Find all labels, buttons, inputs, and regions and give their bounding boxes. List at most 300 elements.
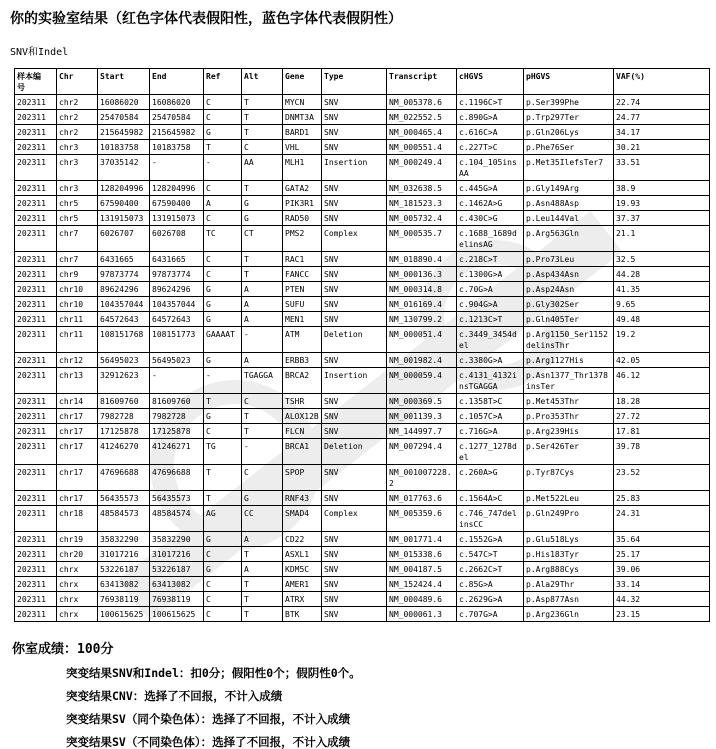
cell-vaf_percent: 22.74 [614, 95, 710, 110]
cell-chr: chr10 [57, 282, 98, 297]
cell-alt: T [242, 252, 283, 267]
cell-alt: T [242, 267, 283, 282]
cell-gene: GATA2 [283, 181, 322, 196]
cell-type: Deletion [322, 439, 387, 465]
cell-ref: C [204, 424, 242, 439]
cell-alt: CT [242, 226, 283, 252]
cell-vaf_percent: 42.05 [614, 353, 710, 368]
cell-type: SNV [322, 353, 387, 368]
cell-start: 67590400 [98, 196, 150, 211]
cell-phgvs: p.Asp24Asn [524, 282, 614, 297]
cell-vaf_percent: 49.48 [614, 312, 710, 327]
cell-chgvs: c.1213C>T [457, 312, 524, 327]
cell-gene: CD22 [283, 532, 322, 547]
cell-alt: A [242, 297, 283, 312]
cell-gene: RAC1 [283, 252, 322, 267]
cell-ref: - [204, 368, 242, 394]
cell-alt: T [242, 424, 283, 439]
cell-transcript: NM_004187.5 [387, 562, 457, 577]
cell-gene: ALOX12B [283, 409, 322, 424]
cell-chgvs: c.260A>G [457, 465, 524, 491]
cell-start: 48584573 [98, 506, 150, 532]
cell-start: 10183758 [98, 140, 150, 155]
cell-transcript: NM_000551.4 [387, 140, 457, 155]
cell-vaf_percent: 27.72 [614, 409, 710, 424]
column-header-vaf_percent: VAF(%) [614, 69, 710, 95]
cell-end: 56435573 [150, 491, 204, 506]
cell-phgvs: p.Asn488Asp [524, 196, 614, 211]
summary-section [10, 638, 708, 749]
cell-vaf_percent: 9.65 [614, 297, 710, 312]
table-row [15, 532, 710, 547]
cell-phgvs: p.Met522Leu [524, 491, 614, 506]
table-row [15, 394, 710, 409]
table-row [15, 155, 710, 181]
cell-chgvs: c.4131_4132insTGAGGA [457, 368, 524, 394]
cell-vaf_percent: 19.2 [614, 327, 710, 353]
cell-gene: ERBB3 [283, 353, 322, 368]
cell-ref: GAAAAT [204, 327, 242, 353]
cell-start: 16086020 [98, 95, 150, 110]
cell-end: 131915073 [150, 211, 204, 226]
cell-start: 37035142 [98, 155, 150, 181]
cell-end: 81609760 [150, 394, 204, 409]
cell-alt: T [242, 577, 283, 592]
table-row [15, 491, 710, 506]
cell-sample_id: 202311 [15, 424, 57, 439]
cell-alt: T [242, 181, 283, 196]
cell-chr: chr3 [57, 155, 98, 181]
cell-chr: chrx [57, 592, 98, 607]
cell-chr: chr11 [57, 312, 98, 327]
cell-type: SNV [322, 282, 387, 297]
cell-sample_id: 202311 [15, 211, 57, 226]
cell-vaf_percent: 30.21 [614, 140, 710, 155]
cell-chr: chr5 [57, 196, 98, 211]
cell-phgvs: p.Pro353Thr [524, 409, 614, 424]
cell-end: 47696688 [150, 465, 204, 491]
cell-type: SNV [322, 267, 387, 282]
cell-gene: PIK3R1 [283, 196, 322, 211]
cell-transcript: NM_005359.6 [387, 506, 457, 532]
cell-chgvs: c.218C>T [457, 252, 524, 267]
cell-gene: AMER1 [283, 577, 322, 592]
cell-transcript: NM_001982.4 [387, 353, 457, 368]
cell-ref: G [204, 409, 242, 424]
cell-chgvs: c.3380G>A [457, 353, 524, 368]
cell-end: 25470584 [150, 110, 204, 125]
table-row [15, 140, 710, 155]
cell-chgvs: c.1300G>A [457, 267, 524, 282]
cell-sample_id: 202311 [15, 327, 57, 353]
table-row [15, 196, 710, 211]
cell-type: SNV [322, 547, 387, 562]
cell-ref: TC [204, 226, 242, 252]
cell-start: 31017216 [98, 547, 150, 562]
cell-sample_id: 202311 [15, 577, 57, 592]
cell-sample_id: 202311 [15, 181, 57, 196]
cell-chr: chr17 [57, 465, 98, 491]
table-row [15, 424, 710, 439]
cell-phgvs: p.Arg1127His [524, 353, 614, 368]
cell-chr: chr5 [57, 211, 98, 226]
cell-phgvs: p.Gln405Ter [524, 312, 614, 327]
cell-transcript: NM_144997.7 [387, 424, 457, 439]
cell-alt: - [242, 439, 283, 465]
cell-type: SNV [322, 312, 387, 327]
cell-phgvs: p.Phe76Ser [524, 140, 614, 155]
cell-gene: ATM [283, 327, 322, 353]
cell-ref: G [204, 125, 242, 140]
cell-vaf_percent: 35.64 [614, 532, 710, 547]
cell-chr: chrx [57, 562, 98, 577]
cell-sample_id: 202311 [15, 465, 57, 491]
cell-chr: chr13 [57, 368, 98, 394]
cell-end: 128204996 [150, 181, 204, 196]
table-row [15, 547, 710, 562]
cell-transcript: NM_005732.4 [387, 211, 457, 226]
table-row [15, 327, 710, 353]
cell-phgvs: p.Gln206Lys [524, 125, 614, 140]
cell-start: 41246270 [98, 439, 150, 465]
cell-end: 108151773 [150, 327, 204, 353]
column-header-type: Type [322, 69, 387, 95]
cell-type: SNV [322, 491, 387, 506]
cell-vaf_percent: 25.17 [614, 547, 710, 562]
cell-gene: PMS2 [283, 226, 322, 252]
cell-gene: DNMT3A [283, 110, 322, 125]
cell-vaf_percent: 39.06 [614, 562, 710, 577]
cell-end: 64572643 [150, 312, 204, 327]
cell-ref: C [204, 110, 242, 125]
cell-alt: CC [242, 506, 283, 532]
cell-chgvs: c.547C>T [457, 547, 524, 562]
cell-phgvs: p.Tyr87Cys [524, 465, 614, 491]
cell-sample_id: 202311 [15, 155, 57, 181]
cell-chr: chr18 [57, 506, 98, 532]
cell-ref: C [204, 252, 242, 267]
cell-end: 41246271 [150, 439, 204, 465]
cell-ref: T [204, 491, 242, 506]
cell-chr: chr14 [57, 394, 98, 409]
cell-chgvs: c.2629G>A [457, 592, 524, 607]
cell-type: SNV [322, 297, 387, 312]
column-header-ref: Ref [204, 69, 242, 95]
cell-transcript: NM_007294.4 [387, 439, 457, 465]
cell-phgvs: p.Gly302Ser [524, 297, 614, 312]
cell-chr: chr3 [57, 140, 98, 155]
cell-chr: chr17 [57, 424, 98, 439]
cell-type: SNV [322, 196, 387, 211]
cell-vaf_percent: 24.77 [614, 110, 710, 125]
cell-alt: T [242, 95, 283, 110]
cell-alt: AA [242, 155, 283, 181]
table-row [15, 125, 710, 140]
cell-chgvs: c.1688_1689delinsAG [457, 226, 524, 252]
cell-alt: A [242, 353, 283, 368]
cell-type: SNV [322, 607, 387, 622]
cell-chr: chr17 [57, 439, 98, 465]
cell-ref: C [204, 211, 242, 226]
cell-chgvs: c.746_747delinsCC [457, 506, 524, 532]
table-row [15, 465, 710, 491]
cell-end: 215645982 [150, 125, 204, 140]
table-row [15, 297, 710, 312]
summary-detail-snv-indel: 突变结果SNV和Indel：扣0分；假阳性0个；假阴性0个。 [66, 666, 361, 680]
cell-vaf_percent: 44.28 [614, 267, 710, 282]
cell-vaf_percent: 18.28 [614, 394, 710, 409]
cell-phgvs: p.Ser399Phe [524, 95, 614, 110]
cell-vaf_percent: 17.81 [614, 424, 710, 439]
cell-start: 81609760 [98, 394, 150, 409]
cell-gene: VHL [283, 140, 322, 155]
cell-chr: chrx [57, 577, 98, 592]
cell-phgvs: p.Met35IlefsTer7 [524, 155, 614, 181]
cell-transcript: NM_000061.3 [387, 607, 457, 622]
cell-phgvs: p.His183Tyr [524, 547, 614, 562]
cell-gene: BARD1 [283, 125, 322, 140]
cell-phgvs: p.Arg1150_Ser1152delinsThr [524, 327, 614, 353]
cell-end: 17125878 [150, 424, 204, 439]
cell-type: SNV [322, 140, 387, 155]
cell-transcript: NM_000465.4 [387, 125, 457, 140]
cell-chr: chr12 [57, 353, 98, 368]
cell-alt: T [242, 409, 283, 424]
cell-start: 6026707 [98, 226, 150, 252]
variant-table [14, 68, 710, 622]
cell-end: 56495023 [150, 353, 204, 368]
cell-type: SNV [322, 252, 387, 267]
cell-chgvs: c.616C>A [457, 125, 524, 140]
cell-start: 131915073 [98, 211, 150, 226]
cell-transcript: NM_000059.4 [387, 368, 457, 394]
cell-type: SNV [322, 424, 387, 439]
cell-chgvs: c.227T>C [457, 140, 524, 155]
cell-end: 16086020 [150, 95, 204, 110]
cell-alt: C [242, 140, 283, 155]
cell-gene: KDM5C [283, 562, 322, 577]
cell-chgvs: c.70G>A [457, 282, 524, 297]
cell-alt: C [242, 465, 283, 491]
cell-vaf_percent: 38.9 [614, 181, 710, 196]
cell-sample_id: 202311 [15, 312, 57, 327]
column-header-start: Start [98, 69, 150, 95]
column-header-end: End [150, 69, 204, 95]
cell-alt: T [242, 125, 283, 140]
cell-start: 100615625 [98, 607, 150, 622]
cell-chgvs: c.445G>A [457, 181, 524, 196]
cell-chgvs: c.904G>A [457, 297, 524, 312]
cell-start: 17125878 [98, 424, 150, 439]
cell-vaf_percent: 25.83 [614, 491, 710, 506]
table-header-row [15, 69, 710, 95]
cell-start: 215645982 [98, 125, 150, 140]
column-header-chgvs: cHGVS [457, 69, 524, 95]
cell-transcript: NM_000489.6 [387, 592, 457, 607]
table-row [15, 211, 710, 226]
cell-transcript: NM_181523.3 [387, 196, 457, 211]
cell-alt: T [242, 607, 283, 622]
cell-end: 31017216 [150, 547, 204, 562]
cell-ref: C [204, 95, 242, 110]
cell-chr: chr7 [57, 252, 98, 267]
cell-ref: G [204, 282, 242, 297]
cell-ref: T [204, 140, 242, 155]
cell-sample_id: 202311 [15, 196, 57, 211]
cell-gene: BRCA1 [283, 439, 322, 465]
cell-sample_id: 202311 [15, 532, 57, 547]
cell-type: Deletion [322, 327, 387, 353]
cell-chgvs: c.1057C>A [457, 409, 524, 424]
cell-gene: SMAD4 [283, 506, 322, 532]
cell-ref: T [204, 465, 242, 491]
cell-ref: C [204, 547, 242, 562]
cell-transcript: NM_000051.4 [387, 327, 457, 353]
cell-sample_id: 202311 [15, 125, 57, 140]
table-row [15, 577, 710, 592]
cell-phgvs: p.Arg888Cys [524, 562, 614, 577]
cell-sample_id: 202311 [15, 562, 57, 577]
cell-chr: chr2 [57, 95, 98, 110]
cell-chgvs: c.85G>A [457, 577, 524, 592]
cell-type: Complex [322, 506, 387, 532]
cell-vaf_percent: 19.93 [614, 196, 710, 211]
cell-gene: RNF43 [283, 491, 322, 506]
cell-gene: TSHR [283, 394, 322, 409]
cell-start: 128204996 [98, 181, 150, 196]
cell-start: 56495023 [98, 353, 150, 368]
cell-gene: FANCC [283, 267, 322, 282]
cell-phgvs: p.Arg563Gln [524, 226, 614, 252]
cell-end: - [150, 155, 204, 181]
table-row [15, 368, 710, 394]
summary-detail-sv-same-chromosome: 突变结果SV（同个染色体）：选择了不回报，不计入成绩 [66, 712, 351, 726]
cell-transcript: NM_000249.4 [387, 155, 457, 181]
cell-sample_id: 202311 [15, 110, 57, 125]
cell-end: 10183758 [150, 140, 204, 155]
cell-chr: chr11 [57, 327, 98, 353]
cell-end: 53226187 [150, 562, 204, 577]
cell-start: 7982728 [98, 409, 150, 424]
cell-vaf_percent: 39.78 [614, 439, 710, 465]
cell-sample_id: 202311 [15, 353, 57, 368]
cell-transcript: NM_152424.4 [387, 577, 457, 592]
cell-start: 25470584 [98, 110, 150, 125]
cell-vaf_percent: 23.52 [614, 465, 710, 491]
table-body [15, 95, 710, 622]
cell-vaf_percent: 33.51 [614, 155, 710, 181]
cell-chgvs: c.1358T>C [457, 394, 524, 409]
section-label-snv-indel: SNV和Indel [10, 47, 69, 58]
cell-end: 6431665 [150, 252, 204, 267]
cell-sample_id: 202311 [15, 368, 57, 394]
cell-sample_id: 202311 [15, 252, 57, 267]
cell-transcript: NM_032638.5 [387, 181, 457, 196]
column-header-sample_id: 样本编号 [15, 69, 57, 95]
cell-transcript: NM_005378.6 [387, 95, 457, 110]
cell-chgvs: c.707G>A [457, 607, 524, 622]
cell-vaf_percent: 41.35 [614, 282, 710, 297]
cell-end: 67590400 [150, 196, 204, 211]
cell-vaf_percent: 44.32 [614, 592, 710, 607]
table-row [15, 353, 710, 368]
cell-type: SNV [322, 465, 387, 491]
cell-gene: FLCN [283, 424, 322, 439]
cell-chr: chr3 [57, 181, 98, 196]
cell-chgvs: c.1552G>A [457, 532, 524, 547]
cell-transcript: NM_000535.7 [387, 226, 457, 252]
cell-vaf_percent: 23.15 [614, 607, 710, 622]
cell-alt: TGAGGA [242, 368, 283, 394]
cell-chgvs: c.2662C>T [457, 562, 524, 577]
cell-type: SNV [322, 125, 387, 140]
cell-type: SNV [322, 394, 387, 409]
cell-ref: C [204, 181, 242, 196]
cell-vaf_percent: 34.17 [614, 125, 710, 140]
cell-phgvs: p.Leu144Val [524, 211, 614, 226]
cell-sample_id: 202311 [15, 607, 57, 622]
score-line: 你室成绩：100分 [12, 642, 114, 657]
cell-chgvs: c.1462A>G [457, 196, 524, 211]
cell-gene: MYCN [283, 95, 322, 110]
cell-sample_id: 202311 [15, 297, 57, 312]
cell-type: SNV [322, 562, 387, 577]
column-header-phgvs: pHGVS [524, 69, 614, 95]
cell-sample_id: 202311 [15, 547, 57, 562]
cell-start: 64572643 [98, 312, 150, 327]
cell-start: 104357044 [98, 297, 150, 312]
cell-start: 76938119 [98, 592, 150, 607]
cell-transcript: NM_017763.6 [387, 491, 457, 506]
cell-ref: C [204, 577, 242, 592]
cell-alt: A [242, 282, 283, 297]
cell-chgvs: c.104_105insAA [457, 155, 524, 181]
cell-alt: A [242, 312, 283, 327]
cell-transcript: NM_001007228.2 [387, 465, 457, 491]
cell-start: 108151768 [98, 327, 150, 353]
cell-ref: G [204, 312, 242, 327]
cell-phgvs: p.Met453Thr [524, 394, 614, 409]
cell-gene: ATRX [283, 592, 322, 607]
column-header-transcript: Transcript [387, 69, 457, 95]
cell-type: SNV [322, 577, 387, 592]
table-row [15, 95, 710, 110]
cell-transcript: NM_016169.4 [387, 297, 457, 312]
cell-sample_id: 202311 [15, 592, 57, 607]
cell-alt: - [242, 327, 283, 353]
cell-type: SNV [322, 532, 387, 547]
cell-chgvs: c.1277_1278del [457, 439, 524, 465]
cell-transcript: NM_018890.4 [387, 252, 457, 267]
table-row [15, 226, 710, 252]
cell-alt: T [242, 547, 283, 562]
cell-phgvs: p.Asn1377_Thr1378insTer [524, 368, 614, 394]
cell-start: 89624296 [98, 282, 150, 297]
cell-ref: C [204, 267, 242, 282]
cell-gene: MLH1 [283, 155, 322, 181]
table-row [15, 181, 710, 196]
cell-chr: chr17 [57, 409, 98, 424]
cell-start: 53226187 [98, 562, 150, 577]
cell-chr: chr7 [57, 226, 98, 252]
cell-vaf_percent: 46.12 [614, 368, 710, 394]
cell-end: 104357044 [150, 297, 204, 312]
cell-sample_id: 202311 [15, 140, 57, 155]
cell-start: 32912623 [98, 368, 150, 394]
column-header-alt: Alt [242, 69, 283, 95]
cell-ref: A [204, 196, 242, 211]
cell-chgvs: c.1196C>T [457, 95, 524, 110]
